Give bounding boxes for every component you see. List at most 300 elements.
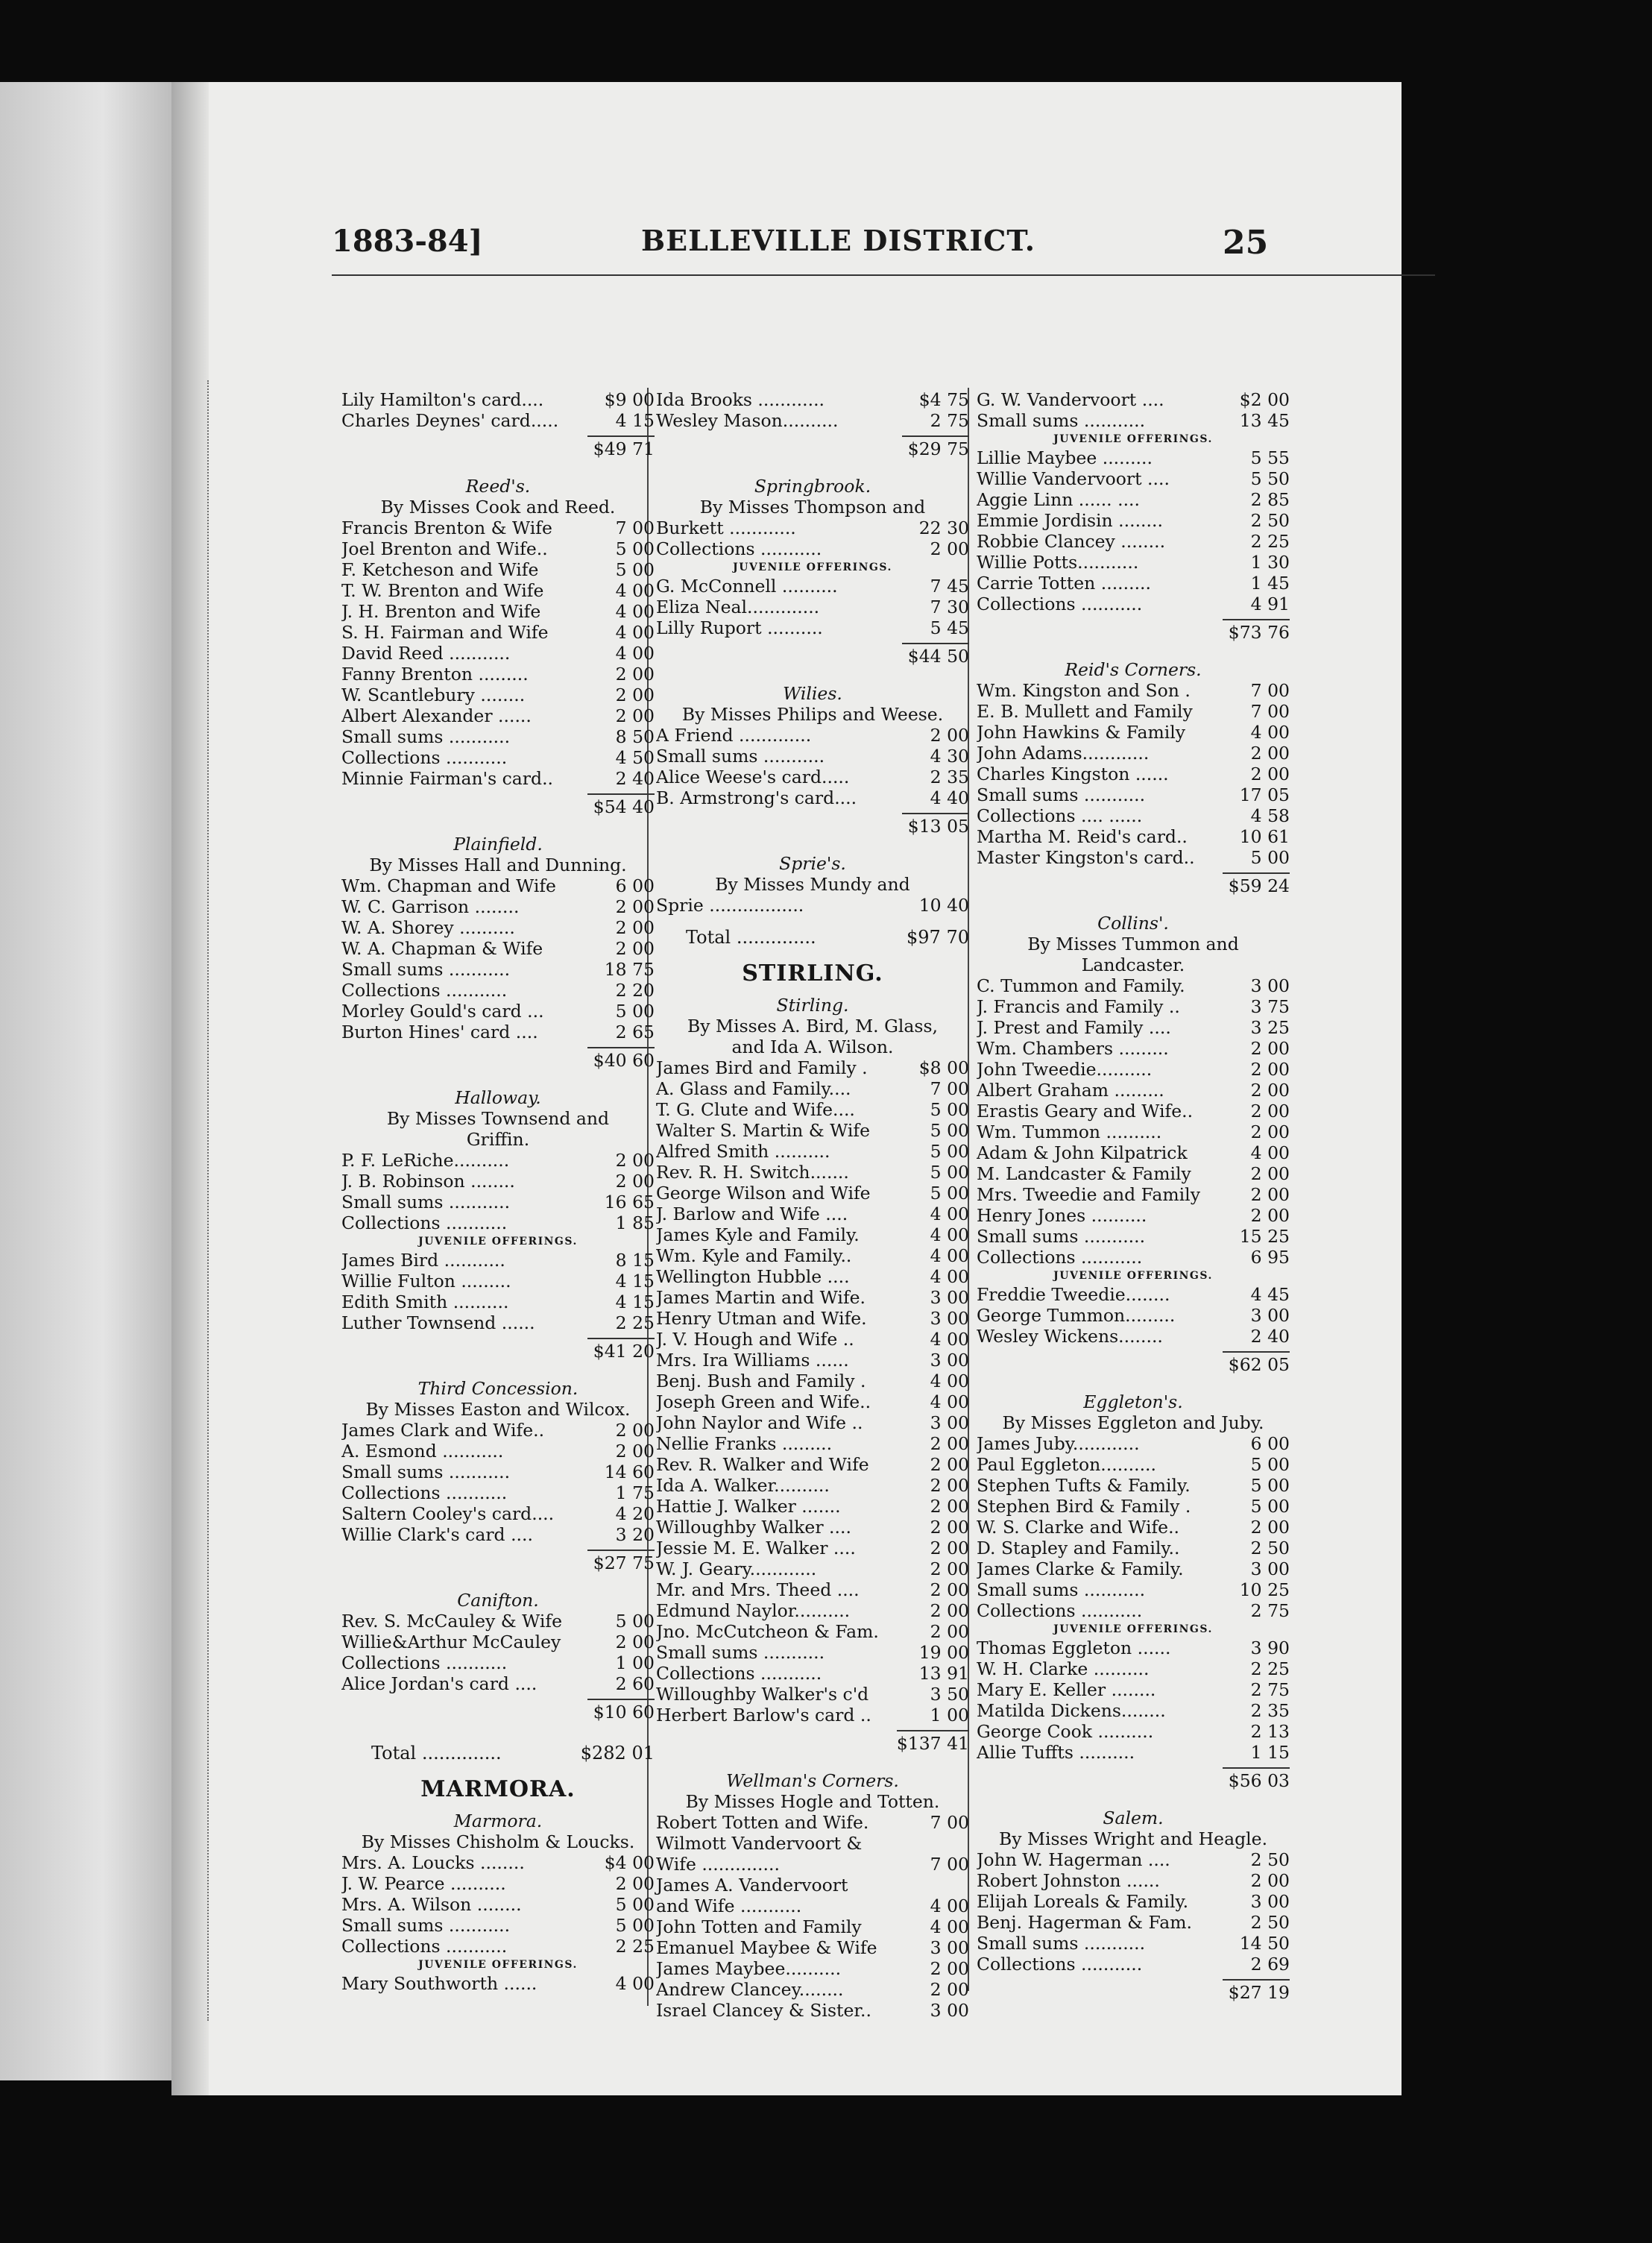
donor-name: Small sums ...........	[341, 1915, 511, 1936]
amount: $9 00	[604, 389, 655, 410]
donor-name: Saltern Cooley's card....	[341, 1503, 555, 1524]
donor-name: W. Scantlebury ........	[341, 685, 526, 705]
amount: 2 50	[1250, 1849, 1290, 1870]
donor-name: Wm. Chapman and Wife	[341, 875, 556, 896]
ledger-row	[341, 1482, 655, 1503]
ledger-row	[656, 1329, 969, 1350]
ledger-row	[977, 1870, 1290, 1891]
ledger-row	[977, 1305, 1290, 1326]
collectors-line: By Misses Thompson and	[699, 497, 926, 518]
amount: 22 30	[918, 518, 969, 538]
page-title: BELLEVILLE DISTRICT.	[641, 224, 1036, 257]
donor-name: Mrs. A. Wilson ........	[341, 1894, 522, 1915]
ledger-row	[656, 1475, 969, 1496]
amount: 4 00	[930, 1204, 969, 1224]
ledger-row	[977, 1700, 1290, 1721]
collectors-line: By Misses Mundy and	[715, 874, 910, 895]
ledger-row	[341, 1001, 655, 1022]
donor-name: John Adams............	[977, 743, 1150, 764]
ledger-row	[341, 1462, 655, 1482]
subtotal-amount: $137 41	[897, 1730, 969, 1754]
subtotal	[977, 1763, 1290, 1791]
donor-name: James Bird and Family .	[656, 1057, 868, 1078]
juvenile-offerings-heading: JUVENILE OFFERINGS.	[733, 561, 892, 573]
amount: 2 00	[615, 1150, 655, 1171]
spacer	[977, 643, 1290, 652]
donor-name: Small sums ...........	[977, 1579, 1146, 1600]
ledger-row	[977, 1017, 1290, 1038]
collectors-line: By Misses Townsend and	[386, 1108, 610, 1129]
amount: 2 00	[615, 1632, 655, 1652]
amount: 3 00	[930, 2000, 969, 2021]
column-middle	[656, 389, 969, 2021]
amount: 15 25	[1239, 1226, 1290, 1247]
amount: 19 00	[918, 1642, 969, 1663]
donor-name: T. W. Brenton and Wife	[341, 580, 544, 601]
spacer	[656, 1754, 969, 1763]
juvenile-offerings-heading: JUVENILE OFFERINGS.	[1053, 433, 1213, 445]
donor-name: Morley Gould's card ...	[341, 1001, 544, 1022]
ledger-row	[656, 1350, 969, 1371]
ledger-row	[656, 1854, 969, 1875]
juvenile-offerings-heading: JUVENILE OFFERINGS.	[418, 1959, 578, 1971]
ledger-row	[977, 1122, 1290, 1142]
ledger-row	[656, 1183, 969, 1204]
donor-name: Henry Utman and Wife.	[656, 1308, 867, 1329]
donor-name: Wesley Wickens........	[977, 1326, 1163, 1347]
subtotal-amount: $56 03	[1223, 1767, 1290, 1791]
amount: 2 50	[1250, 1538, 1290, 1558]
donor-name: Small sums ...........	[977, 410, 1146, 431]
ledger-row	[656, 1454, 969, 1475]
amount: 3 00	[930, 1937, 969, 1958]
donor-name: Erastis Geary and Wife..	[977, 1101, 1194, 1122]
amount: 2 35	[930, 767, 969, 787]
donor-name: David Reed ...........	[341, 643, 511, 664]
amount: 3 50	[930, 1684, 969, 1705]
donor-name: Israel Clancey & Sister..	[656, 2000, 871, 2021]
grand-total-amount: $97 70	[907, 927, 969, 948]
ledger-row	[341, 1611, 655, 1632]
amount: 2 69	[1250, 1954, 1290, 1975]
spacer	[341, 1362, 655, 1371]
amount: 7 00	[1250, 680, 1290, 701]
amount: $8 00	[918, 1057, 969, 1078]
subtotal	[977, 1347, 1290, 1375]
ledger-row	[977, 1638, 1290, 1658]
ledger-row	[341, 1271, 655, 1292]
donor-name: Ida A. Walker..........	[656, 1475, 830, 1496]
amount: 3 00	[930, 1412, 969, 1433]
donor-name: Benj. Bush and Family .	[656, 1371, 866, 1391]
ledger-row	[341, 518, 655, 538]
juvenile-offerings-heading: JUVENILE OFFERINGS.	[1053, 1623, 1213, 1635]
ledger-row	[977, 722, 1290, 743]
donor-name: W. A. Shorey ..........	[341, 917, 515, 938]
donor-name: Lilly Ruport ..........	[656, 617, 823, 638]
donor-name: A Friend .............	[656, 725, 812, 746]
donor-name: Stephen Bird & Family .	[977, 1496, 1191, 1517]
ledger-row	[341, 1915, 655, 1936]
ledger-row	[656, 1979, 969, 2000]
amount: 14 50	[1239, 1933, 1290, 1954]
donor-name: Wm. Chambers .........	[977, 1038, 1169, 1059]
circuit-heading: STIRLING.	[742, 960, 883, 987]
amount: 2 65	[615, 1022, 655, 1042]
ledger-row	[977, 975, 1290, 996]
donor-name: Wm. Kyle and Family..	[656, 1245, 852, 1266]
amount: 5 00	[615, 559, 655, 580]
ledger-row	[341, 622, 655, 643]
ledger-row	[656, 1812, 969, 1833]
collectors-line: Landcaster.	[1081, 954, 1185, 975]
amount: 3 00	[930, 1350, 969, 1371]
ledger-row	[656, 1162, 969, 1183]
donor-name: and Wife ...........	[656, 1896, 802, 1916]
amount: 2 85	[1250, 489, 1290, 510]
ledger-row	[341, 917, 655, 938]
donor-name: Small sums ...........	[977, 784, 1146, 805]
donor-name: Albert Alexander ......	[341, 705, 532, 726]
ledger-row	[341, 1524, 655, 1545]
amount: 4 00	[930, 1329, 969, 1350]
spacer	[977, 896, 1290, 905]
amount: 2 00	[615, 938, 655, 959]
collectors-line: By Misses Hall and Dunning.	[369, 855, 627, 875]
amount: 2 75	[1250, 1600, 1290, 1621]
amount: 13 91	[918, 1663, 969, 1684]
donor-name: James Juby............	[977, 1433, 1140, 1454]
donor-name: Willie Vandervoort ....	[977, 468, 1170, 489]
amount: 4 00	[615, 1973, 655, 1994]
ledger-row	[341, 580, 655, 601]
ledger-row	[656, 1245, 969, 1266]
previous-page-edge	[0, 82, 171, 2080]
ledger-row	[977, 531, 1290, 552]
amount: 2 40	[615, 768, 655, 789]
ledger-row	[977, 510, 1290, 531]
spacer	[341, 459, 655, 468]
amount: 5 00	[615, 1894, 655, 1915]
ledger-row	[977, 1080, 1290, 1101]
ledger-row	[977, 468, 1290, 489]
donor-name: Mrs. Ira Williams ......	[656, 1350, 849, 1371]
donor-name: Albert Graham .........	[977, 1080, 1164, 1101]
donor-name: Collections ...........	[341, 1482, 508, 1503]
collectors-line: By Misses Eggleton and Juby.	[1002, 1412, 1264, 1433]
amount: 2 00	[1250, 1101, 1290, 1122]
amount: 7 00	[930, 1812, 969, 1833]
amount: 2 25	[615, 1936, 655, 1957]
donor-name: Emanuel Maybee & Wife	[656, 1937, 877, 1958]
donor-name: Robert Totten and Wife.	[656, 1812, 869, 1833]
amount: 2 40	[1250, 1326, 1290, 1347]
section-heading: Collins'.	[1097, 913, 1169, 934]
amount: 2 00	[1250, 1163, 1290, 1184]
donor-name: S. H. Fairman and Wife	[341, 622, 549, 643]
column-right	[977, 389, 1290, 2012]
amount: 7 00	[930, 1078, 969, 1099]
donor-name: Small sums ...........	[341, 1462, 511, 1482]
ledger-row	[656, 895, 969, 916]
amount: 4 15	[615, 1271, 655, 1292]
ledger-row	[656, 1621, 969, 1642]
collectors-line: By Misses A. Bird, M. Glass,	[687, 1016, 938, 1036]
ledger-row	[977, 1038, 1290, 1059]
amount: 2 00	[615, 664, 655, 685]
ledger-row	[341, 538, 655, 559]
ledger-row	[656, 1579, 969, 1600]
donor-name: Master Kingston's card..	[977, 847, 1195, 868]
amount: 4 00	[615, 622, 655, 643]
ledger-row	[656, 617, 969, 638]
donor-name: Fanny Brenton .........	[341, 664, 529, 685]
amount: 2 25	[1250, 531, 1290, 552]
amount: 4 20	[615, 1503, 655, 1524]
ledger-row	[977, 1163, 1290, 1184]
spacer	[656, 459, 969, 468]
donor-name: E. B. Mullett and Family	[977, 701, 1193, 722]
amount: 13 45	[1239, 410, 1290, 431]
donor-name: Small sums ...........	[341, 1192, 511, 1212]
donor-name: Luther Townsend ......	[341, 1312, 535, 1333]
ledger-row	[977, 1742, 1290, 1763]
ledger-row	[977, 680, 1290, 701]
donor-name: Rev. R. Walker and Wife	[656, 1454, 869, 1475]
spacer	[977, 1375, 1290, 1384]
ledger-row	[341, 1894, 655, 1915]
amount: 1 00	[615, 1652, 655, 1673]
section-heading: Wilies.	[783, 683, 842, 704]
donor-name: Collections ...........	[341, 1212, 508, 1233]
amount: 2 00	[930, 1621, 969, 1642]
amount: 10 25	[1239, 1579, 1290, 1600]
donor-name: Robbie Clancey ........	[977, 531, 1166, 552]
ledger-row	[977, 1101, 1290, 1122]
ledger-row	[656, 389, 969, 410]
subtotal-amount: $73 76	[1223, 619, 1290, 643]
amount: 2 00	[615, 1171, 655, 1192]
amount: 3 75	[1250, 996, 1290, 1017]
ledger-row	[977, 1475, 1290, 1496]
amount: 18 75	[604, 959, 655, 980]
donor-name: C. Tummon and Family.	[977, 975, 1185, 996]
ledger-row	[977, 1284, 1290, 1305]
amount: 4 00	[615, 601, 655, 622]
subtotal-amount: $13 05	[902, 813, 969, 837]
ledger-row	[656, 518, 969, 538]
amount: 5 00	[930, 1162, 969, 1183]
donor-name: G. McConnell ..........	[656, 576, 838, 597]
amount: 3 00	[1250, 1305, 1290, 1326]
grand-total-label: Total ..............	[686, 927, 816, 948]
donor-name: Wellington Hubble ....	[656, 1266, 850, 1287]
donor-name: Alice Jordan's card ....	[341, 1673, 537, 1694]
donor-name: W. S. Clarke and Wife..	[977, 1517, 1180, 1538]
donor-name: F. Ketcheson and Wife	[341, 559, 539, 580]
amount: 2 00	[930, 1433, 969, 1454]
donor-name: W. A. Chapman & Wife	[341, 938, 543, 959]
donor-name: James Maybee..........	[656, 1958, 842, 1979]
ledger-row	[341, 601, 655, 622]
collectors-line: and Ida A. Wilson.	[731, 1036, 894, 1057]
amount: 5 00	[930, 1183, 969, 1204]
ledger-row	[341, 1420, 655, 1441]
amount: 3 25	[1250, 1017, 1290, 1038]
ledger-row	[341, 1192, 655, 1212]
ledger-row	[341, 1503, 655, 1524]
grand-total	[341, 1742, 655, 1764]
donor-name: Willoughby Walker's c'd	[656, 1684, 869, 1705]
donor-name: T. G. Clute and Wife....	[656, 1099, 855, 1120]
spacer	[656, 837, 969, 846]
donor-name: Small sums ...........	[656, 746, 825, 767]
collectors-line: By Misses Tummon and	[1027, 934, 1239, 954]
amount: 6 00	[615, 875, 655, 896]
ledger-row	[977, 1517, 1290, 1538]
ledger-row	[341, 726, 655, 747]
amount: 3 00	[930, 1308, 969, 1329]
donor-name: Collections ...........	[341, 980, 508, 1001]
amount: 2 00	[930, 1958, 969, 1979]
ledger-row	[977, 743, 1290, 764]
amount: 2 35	[1250, 1700, 1290, 1721]
spacer	[341, 817, 655, 826]
donor-name: Jno. McCutcheon & Fam.	[656, 1621, 879, 1642]
ledger-row	[977, 1538, 1290, 1558]
donor-name: W. H. Clarke ..........	[977, 1658, 1150, 1679]
amount: 2 00	[615, 896, 655, 917]
section-heading: Reed's.	[465, 476, 531, 497]
ledger-row	[977, 1954, 1290, 1975]
amount: 2 00	[930, 1600, 969, 1621]
section-heading: Stirling.	[776, 995, 849, 1016]
donor-name: A. Esmond ...........	[341, 1441, 504, 1462]
juvenile-offerings-heading: JUVENILE OFFERINGS.	[418, 1236, 578, 1248]
amount: 3 00	[1250, 1558, 1290, 1579]
donor-name: James Bird ...........	[341, 1250, 505, 1271]
subtotal-amount: $40 60	[587, 1047, 655, 1071]
donor-name: J. V. Hough and Wife ..	[656, 1329, 854, 1350]
donor-name: Andrew Clancey........	[656, 1979, 844, 2000]
ledger-row	[341, 768, 655, 789]
ledger-row	[977, 1205, 1290, 1226]
amount: 2 00	[930, 538, 969, 559]
amount: 7 00	[1250, 701, 1290, 722]
ledger-page	[171, 82, 1402, 2095]
ledger-row	[341, 1171, 655, 1192]
ledger-row	[977, 489, 1290, 510]
ledger-row	[341, 875, 655, 896]
donor-name: George Cook ..........	[977, 1721, 1154, 1742]
ledger-row	[656, 1684, 969, 1705]
donor-name: Ida Brooks ............	[656, 389, 825, 410]
amount: 7 45	[930, 576, 969, 597]
donor-name: Allie Tuffts ..........	[977, 1742, 1135, 1763]
donor-name: George Wilson and Wife	[656, 1183, 871, 1204]
ledger-row	[977, 1496, 1290, 1517]
donor-name: Collections ...........	[977, 1954, 1143, 1975]
amount: 4 00	[615, 580, 655, 601]
amount: 2 00	[930, 1579, 969, 1600]
subtotal-amount: $41 20	[587, 1338, 655, 1362]
amount: 16 65	[604, 1192, 655, 1212]
amount: 14 60	[604, 1462, 655, 1482]
amount: 1 75	[615, 1482, 655, 1503]
section-heading: Plainfield.	[453, 834, 543, 855]
donor-name: Joel Brenton and Wife..	[341, 538, 548, 559]
ledger-row	[341, 959, 655, 980]
donor-name: John Totten and Family	[656, 1916, 862, 1937]
amount: 4 00	[930, 1916, 969, 1937]
donor-name: Small sums ...........	[977, 1226, 1146, 1247]
donor-name: Wesley Mason..........	[656, 410, 839, 431]
ledger-row	[341, 705, 655, 726]
ledger-row	[656, 1204, 969, 1224]
amount: 5 00	[1250, 1496, 1290, 1517]
donor-name: Burton Hines' card ....	[341, 1022, 538, 1042]
subtotal-amount: $27 75	[587, 1550, 655, 1573]
grand-total-label: Total ..............	[371, 1743, 502, 1764]
amount: 4 58	[1250, 805, 1290, 826]
amount: 2 50	[1250, 1912, 1290, 1933]
ledger-row	[656, 1642, 969, 1663]
ledger-row	[656, 1896, 969, 1916]
ledger-row	[977, 784, 1290, 805]
ledger-line: James A. Vandervoort	[656, 1875, 848, 1896]
amount: 3 00	[1250, 975, 1290, 996]
amount: 8 15	[615, 1250, 655, 1271]
amount: 7 30	[930, 597, 969, 617]
ledger-row	[977, 1849, 1290, 1870]
ledger-row	[341, 643, 655, 664]
ledger-row	[656, 1705, 969, 1725]
donor-name: Alice Weese's card.....	[656, 767, 850, 787]
amount: 17 05	[1239, 784, 1290, 805]
donor-name: Collections ...........	[977, 1247, 1143, 1268]
donor-name: Herbert Barlow's card ..	[656, 1705, 871, 1725]
donor-name: James Martin and Wife.	[656, 1287, 866, 1308]
ledger-row	[656, 1558, 969, 1579]
ledger-row	[656, 1538, 969, 1558]
amount: 1 15	[1250, 1742, 1290, 1763]
page-number: 25	[1223, 224, 1269, 262]
donor-name: Collections ...........	[977, 594, 1143, 614]
amount: 2 13	[1250, 1721, 1290, 1742]
amount: 2 00	[615, 1420, 655, 1441]
ledger-row	[977, 573, 1290, 594]
amount: 1 85	[615, 1212, 655, 1233]
donor-name: Willie Potts...........	[977, 552, 1139, 573]
ledger-row	[977, 1433, 1290, 1454]
donor-name: Paul Eggleton..........	[977, 1454, 1156, 1475]
donor-name: Thomas Eggleton ......	[977, 1638, 1171, 1658]
donor-name: Stephen Tufts & Family.	[977, 1475, 1191, 1496]
amount: 2 75	[1250, 1679, 1290, 1700]
donor-name: Matilda Dickens........	[977, 1700, 1166, 1721]
donor-name: Rev. S. McCauley & Wife	[341, 1611, 562, 1632]
header-rule	[332, 274, 1435, 276]
donor-name: Small sums ...........	[977, 1933, 1146, 1954]
ledger-row	[656, 1266, 969, 1287]
subtotal	[341, 431, 655, 459]
donor-name: Small sums ...........	[341, 726, 511, 747]
amount: 5 00	[930, 1099, 969, 1120]
ledger-row	[341, 664, 655, 685]
collectors-line: By Misses Wright and Heagle.	[998, 1828, 1268, 1849]
ledger-row	[977, 1891, 1290, 1912]
amount: 3 90	[1250, 1638, 1290, 1658]
